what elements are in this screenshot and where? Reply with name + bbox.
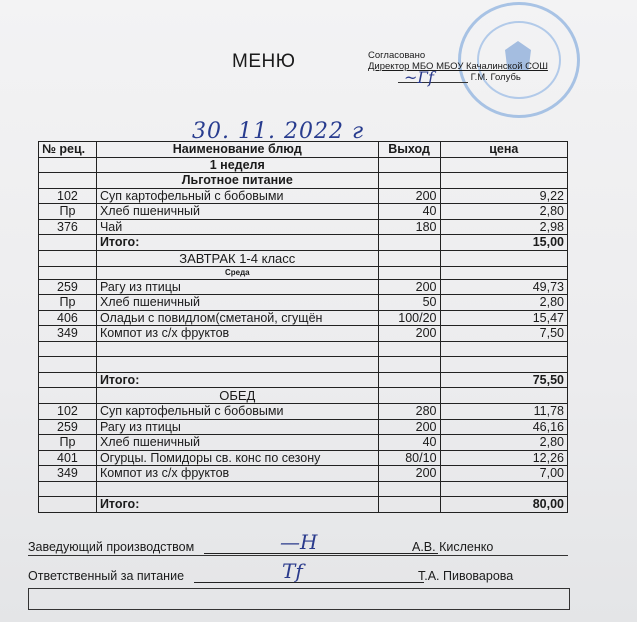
document-title: МЕНЮ (232, 51, 296, 72)
day-label: Среда (96, 266, 378, 279)
week-row (39, 157, 568, 173)
table-row (39, 419, 568, 435)
approval-line2: Директор МБО МБОУ Качалинской СОШ (368, 61, 548, 72)
table-row (39, 450, 568, 466)
col-header-price: цена (440, 142, 567, 158)
dish-code: 259 (39, 419, 97, 435)
dish-yield: 40 (378, 204, 440, 220)
resp-signature: Тf (282, 559, 303, 583)
approval-line1: Согласовано (368, 50, 426, 61)
section3-total-row (39, 497, 568, 513)
dish-code: 102 (39, 404, 97, 420)
dish-code: 376 (39, 219, 97, 235)
footer-bottom-cells (28, 588, 570, 610)
total-label: Итого: (96, 372, 378, 388)
dish-price: 15,47 (440, 310, 567, 326)
total-label: Итого: (96, 235, 378, 251)
menu-table (38, 141, 568, 513)
empty-row (39, 341, 568, 357)
dish-yield: 200 (378, 279, 440, 295)
head-signature: —Н (280, 530, 318, 554)
col-header-code: № рец. (39, 142, 97, 158)
day-row (39, 266, 568, 279)
dish-name: Суп картофельный с бобовыми (96, 188, 378, 204)
table-row (39, 404, 568, 420)
dish-price: 2,98 (440, 219, 567, 235)
handwritten-date: 30. 11. 2022 г (192, 119, 365, 144)
dish-name: Огурцы. Помидоры св. конс по сезону (96, 450, 378, 466)
section2-title: ЗАВТРАК 1-4 класс (96, 250, 378, 266)
head-label: Заведующий производством (28, 540, 195, 554)
dish-yield: 200 (378, 466, 440, 482)
resp-name: Т.А. Пивоварова (418, 569, 514, 583)
resp-label: Ответственный за питание (28, 569, 185, 583)
dish-code: Пр (39, 435, 97, 451)
dish-yield: 200 (378, 419, 440, 435)
dish-price: 7,50 (440, 326, 567, 342)
table-row (39, 310, 568, 326)
section3-title: ОБЕД (96, 388, 378, 404)
approval-name-line (368, 68, 568, 87)
dish-yield: 200 (378, 188, 440, 204)
dish-yield: 50 (378, 295, 440, 311)
table-row (39, 219, 568, 235)
empty-row (39, 481, 568, 497)
dish-name: Компот из с/х фруктов (96, 466, 378, 482)
section2-total-row (39, 372, 568, 388)
dish-name: Суп картофельный с бобовыми (96, 404, 378, 420)
footer-frame (28, 555, 568, 556)
dish-price: 11,78 (440, 404, 567, 420)
head-name: А.В. Кисленко (412, 540, 494, 554)
resp-signature-rule (194, 582, 424, 583)
dish-name: Хлеб пшеничный (96, 295, 378, 311)
dish-code: 102 (39, 188, 97, 204)
empty-row (39, 357, 568, 373)
dish-price: 2,80 (440, 204, 567, 220)
dish-name: Оладьи с повидлом(сметаной, сгущён (96, 310, 378, 326)
dish-price: 7,00 (440, 466, 567, 482)
section1-title: Льготное питание (96, 173, 378, 189)
week-label: 1 неделя (96, 157, 378, 173)
dish-price: 2,80 (440, 295, 567, 311)
dish-price: 46,16 (440, 419, 567, 435)
section2-title-row (39, 250, 568, 266)
section1-title-row (39, 173, 568, 189)
approval-block (368, 50, 568, 87)
dish-yield: 180 (378, 219, 440, 235)
dish-yield: 200 (378, 326, 440, 342)
dish-price: 2,80 (440, 435, 567, 451)
dish-name: Рагу из птицы (96, 279, 378, 295)
dish-code: Пр (39, 204, 97, 220)
dish-code: Пр (39, 295, 97, 311)
table-row (39, 279, 568, 295)
total-value: 80,00 (440, 497, 567, 513)
approval-signature: ~Гf (404, 68, 434, 87)
dish-price: 9,22 (440, 188, 567, 204)
table-row (39, 466, 568, 482)
table-row (39, 435, 568, 451)
dish-name: Чай (96, 219, 378, 235)
total-value: 75,50 (440, 372, 567, 388)
dish-code: 349 (39, 326, 97, 342)
table-row (39, 326, 568, 342)
head-signature-rule (204, 553, 438, 554)
total-label: Итого: (96, 497, 378, 513)
table-row (39, 204, 568, 220)
dish-price: 49,73 (440, 279, 567, 295)
dish-price: 12,26 (440, 450, 567, 466)
section3-title-row (39, 388, 568, 404)
col-header-yield: Выход (378, 142, 440, 158)
dish-yield: 100/20 (378, 310, 440, 326)
section1-total-row (39, 235, 568, 251)
dish-code: 406 (39, 310, 97, 326)
dish-name: Хлеб пшеничный (96, 435, 378, 451)
dish-name: Рагу из птицы (96, 419, 378, 435)
dish-yield: 280 (378, 404, 440, 420)
table-header-row (39, 142, 568, 158)
table-row (39, 188, 568, 204)
dish-name: Хлеб пшеничный (96, 204, 378, 220)
dish-yield: 40 (378, 435, 440, 451)
total-value: 15,00 (440, 235, 567, 251)
dish-code: 349 (39, 466, 97, 482)
approval-name: Г.М. Голубь (470, 72, 521, 83)
col-header-name: Наименование блюд (96, 142, 378, 158)
dish-code: 401 (39, 450, 97, 466)
table-row (39, 295, 568, 311)
dish-yield: 80/10 (378, 450, 440, 466)
dish-code: 259 (39, 279, 97, 295)
dish-name: Компот из с/х фруктов (96, 326, 378, 342)
